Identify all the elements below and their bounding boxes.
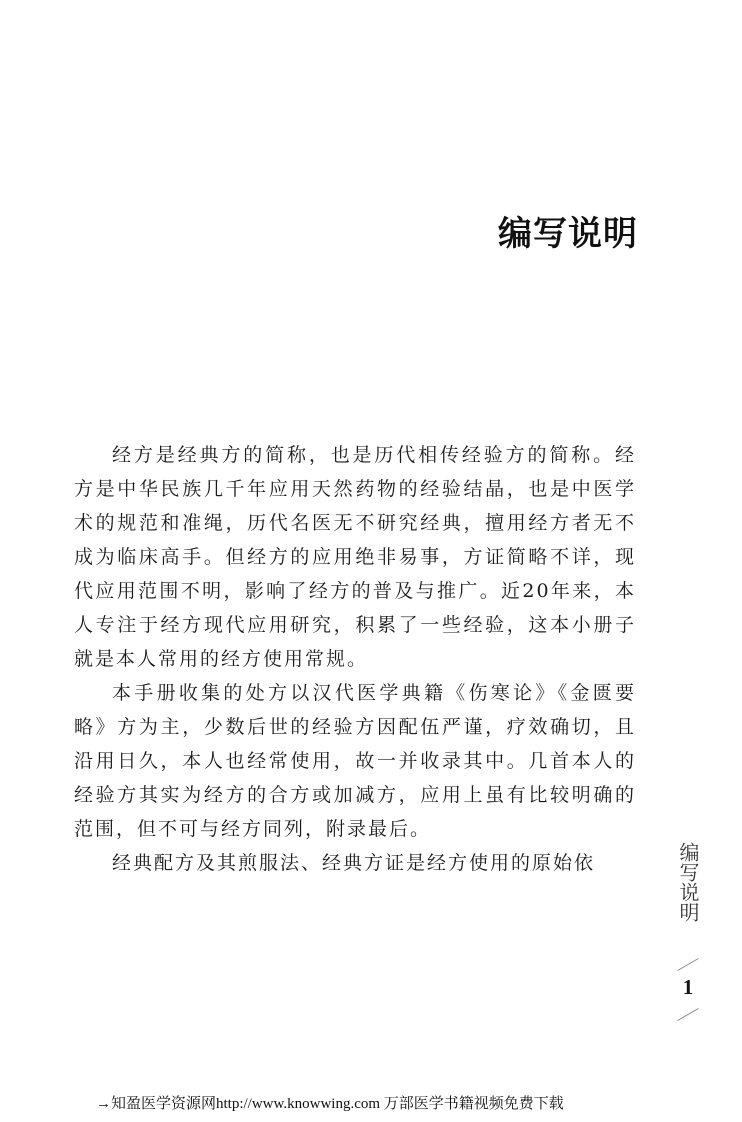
page-number-rule-bottom (677, 1008, 698, 1021)
body-text (74, 438, 636, 880)
page-number: 1 (682, 975, 694, 999)
side-running-title: 编写说明 (676, 842, 700, 922)
page-number-rule-top (677, 958, 698, 971)
paragraph: 经典配方及其煎服法、经典方证是经方使用的原始依 (112, 852, 596, 874)
page-title: 编写说明 (498, 214, 638, 254)
paragraph: 经方是经典方的简称，也是历代相传经验方的简称。经方是中华民族几千年应用天然药物的经验结晶，也是中医学术的规范和准绳，历代名医无不研究经典，擅用经方者无不成为临床高手。但经方的应用绝非易事，方证简略不详，现代应用范围不明，影响了经方的普及与推广。近20年来，本人专注于经方现代应用研究，积累了一些经验，这本小册子就是本人常用的经方使用常规。 (74, 444, 636, 670)
paragraph: 本手册收集的处方以汉代医学典籍《伤寒论》《金匮要略》方为主，少数后世的经验方因配伍严谨，疗效确切，且沿用日久，本人也经常使用，故一并收录其中。几首本人的经验方其实为经方的合方或加减方，应用上虽有比较明确的范围，但不可与经方同列，附录最后。 (74, 682, 636, 840)
footer-watermark: →知盈医学资源网http://www.knowwing.com 万部医学书籍视频免费下载 (96, 1096, 564, 1112)
